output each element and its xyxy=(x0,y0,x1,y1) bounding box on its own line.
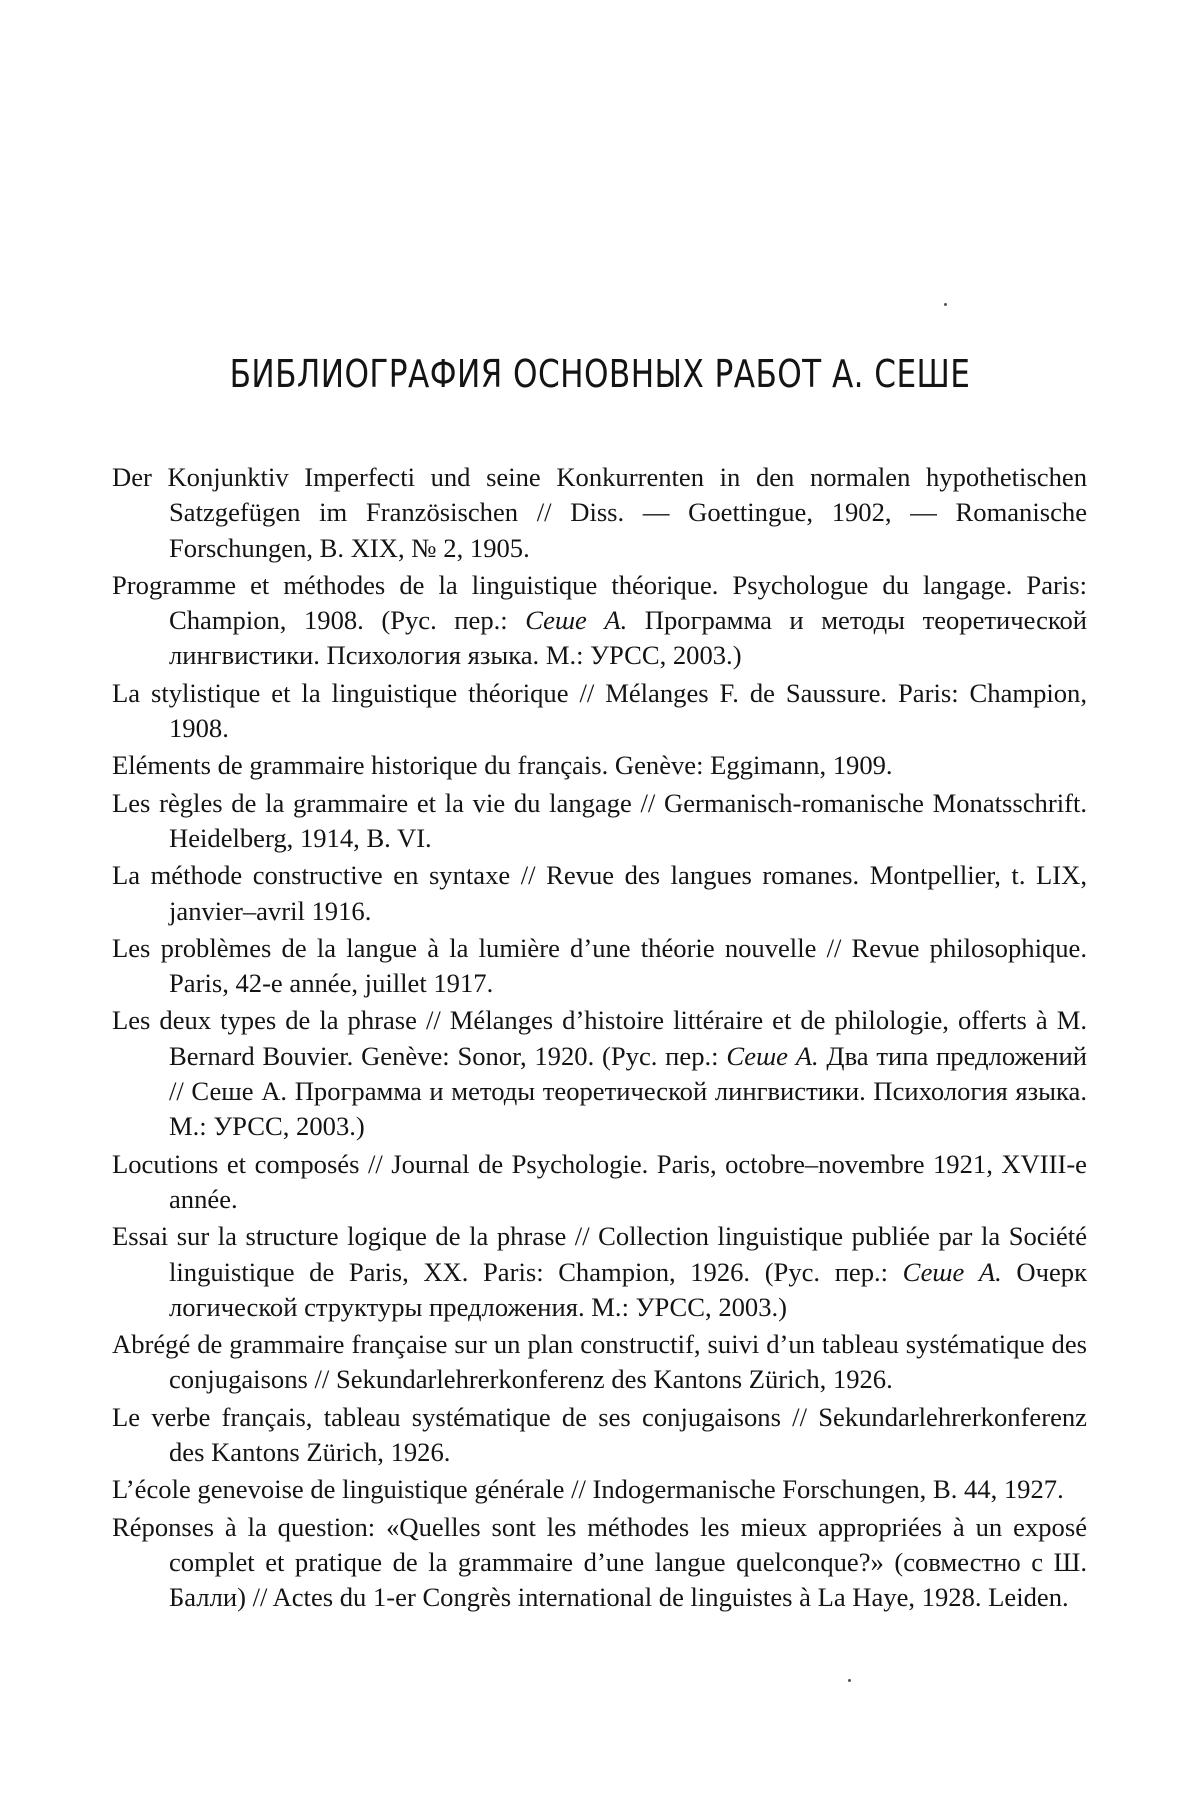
bibliography-entry xyxy=(112,931,1087,1002)
page-title: БИБЛИОГРАФИЯ ОСНОВНЫХ РАБОТ А. СЕШЕ xyxy=(198,352,1002,396)
bibliography-entry xyxy=(112,786,1087,857)
entry-text: Der Konjunktiv Imperfecti und seine Konkurrenten in den normalen hypothetischen Satzgefügen im Französischen // Diss. — Goettingue, 1902, — Romanische Forschungen, B. XIX, № 2, 1905. xyxy=(112,462,1087,563)
translation-author: Сеше А. xyxy=(903,1257,1002,1287)
entry-text: Locutions et composés // Journal de Psychologie. Paris, octobre–novembre 1921, XVIII-e année. xyxy=(112,1149,1087,1214)
entry-text: Les deux types de la phrase // Mélanges d’histoire littéraire et de philologie, offerts à M. Bernard Bouvier. Genève: Sonor, 1920. (Рус. пер.: xyxy=(112,1005,1087,1070)
translation-author: Сеше А. xyxy=(726,1041,818,1071)
book-page xyxy=(0,0,1200,1800)
bibliography-entry xyxy=(112,1147,1087,1218)
bibliography-entry xyxy=(112,676,1087,747)
bibliography-entry xyxy=(112,1400,1087,1471)
bibliography-entry xyxy=(112,1003,1087,1144)
entry-text: Le verbe français, tableau systématique de ses conjugaisons // Sekundarlehrerkonferenz des Kantons Zürich, 1926. xyxy=(112,1402,1087,1467)
bibliography-entry xyxy=(112,1219,1087,1325)
entry-text: Réponses à la question: «Quelles sont les méthodes les mieux appropriées à un exposé complet et pratique de la grammaire d’une langue quelconque?» (совместно с Ш. Балли) // Actes du 1-er Congrès international de linguistes à La Haye, 1928. Leiden. xyxy=(112,1512,1087,1613)
bibliography-entry xyxy=(112,748,1087,783)
entry-text: Очерк логической структуры предложения. М.: УРСС, 2003.) xyxy=(169,1257,1087,1322)
entry-text: Programme et méthodes de la linguistique théorique. Psychologue du langage. Paris: Champion, 1908. (Рус. пер.: xyxy=(112,570,1087,635)
print-speck xyxy=(944,303,947,306)
bibliography-entry xyxy=(112,1472,1087,1507)
entry-text: Eléments de grammaire historique du français. Genève: Eggimann, 1909. xyxy=(112,750,893,780)
bibliography-entry xyxy=(112,568,1087,674)
bibliography-entry xyxy=(112,1327,1087,1398)
bibliography-list xyxy=(112,460,1087,1618)
entry-text: Essai sur la structure logique de la phrase // Collection linguistique publiée par la Société linguistique de Paris, XX. Paris: Champion, 1926. (Рус. пер.: xyxy=(112,1221,1087,1286)
bibliography-entry xyxy=(112,1510,1087,1616)
entry-text: L’école genevoise de linguistique générale // Indogermanische Forschungen, B. 44, 1927. xyxy=(112,1474,1064,1504)
bibliography-entry xyxy=(112,858,1087,929)
entry-text: La stylistique et la linguistique théorique // Mélanges F. de Saussure. Paris: Champion, 1908. xyxy=(112,678,1087,743)
entry-text: Les problèmes de la langue à la lumière d’une théorie nouvelle // Revue philosophique. Paris, 42-e année, juillet 1917. xyxy=(112,933,1087,998)
entry-text: Программа и методы теоретической лингвистики. Психология языка. М.: УРСС, 2003.) xyxy=(169,605,1087,670)
entry-text: Два типа предложений // Сеше А. Программа и методы теоретической лингвистики. Психология языка. М.: УРСС, 2003.) xyxy=(169,1041,1087,1142)
entry-text: La méthode constructive en syntaxe // Revue des langues romanes. Montpellier, t. LIX, janvier–avril 1916. xyxy=(112,860,1087,925)
entry-text: Abrégé de grammaire française sur un plan constructif, suivi d’un tableau systématique des conjugaisons // Sekundarlehrerkonferenz des Kantons Zürich, 1926. xyxy=(112,1329,1087,1394)
bibliography-entry xyxy=(112,460,1087,566)
translation-author: Сеше А. xyxy=(525,605,627,635)
print-speck xyxy=(848,1679,851,1682)
entry-text: Les règles de la grammaire et la vie du langage // Germanisch-romanische Monatsschrift. Heidelberg, 1914, B. VI. xyxy=(112,788,1087,853)
